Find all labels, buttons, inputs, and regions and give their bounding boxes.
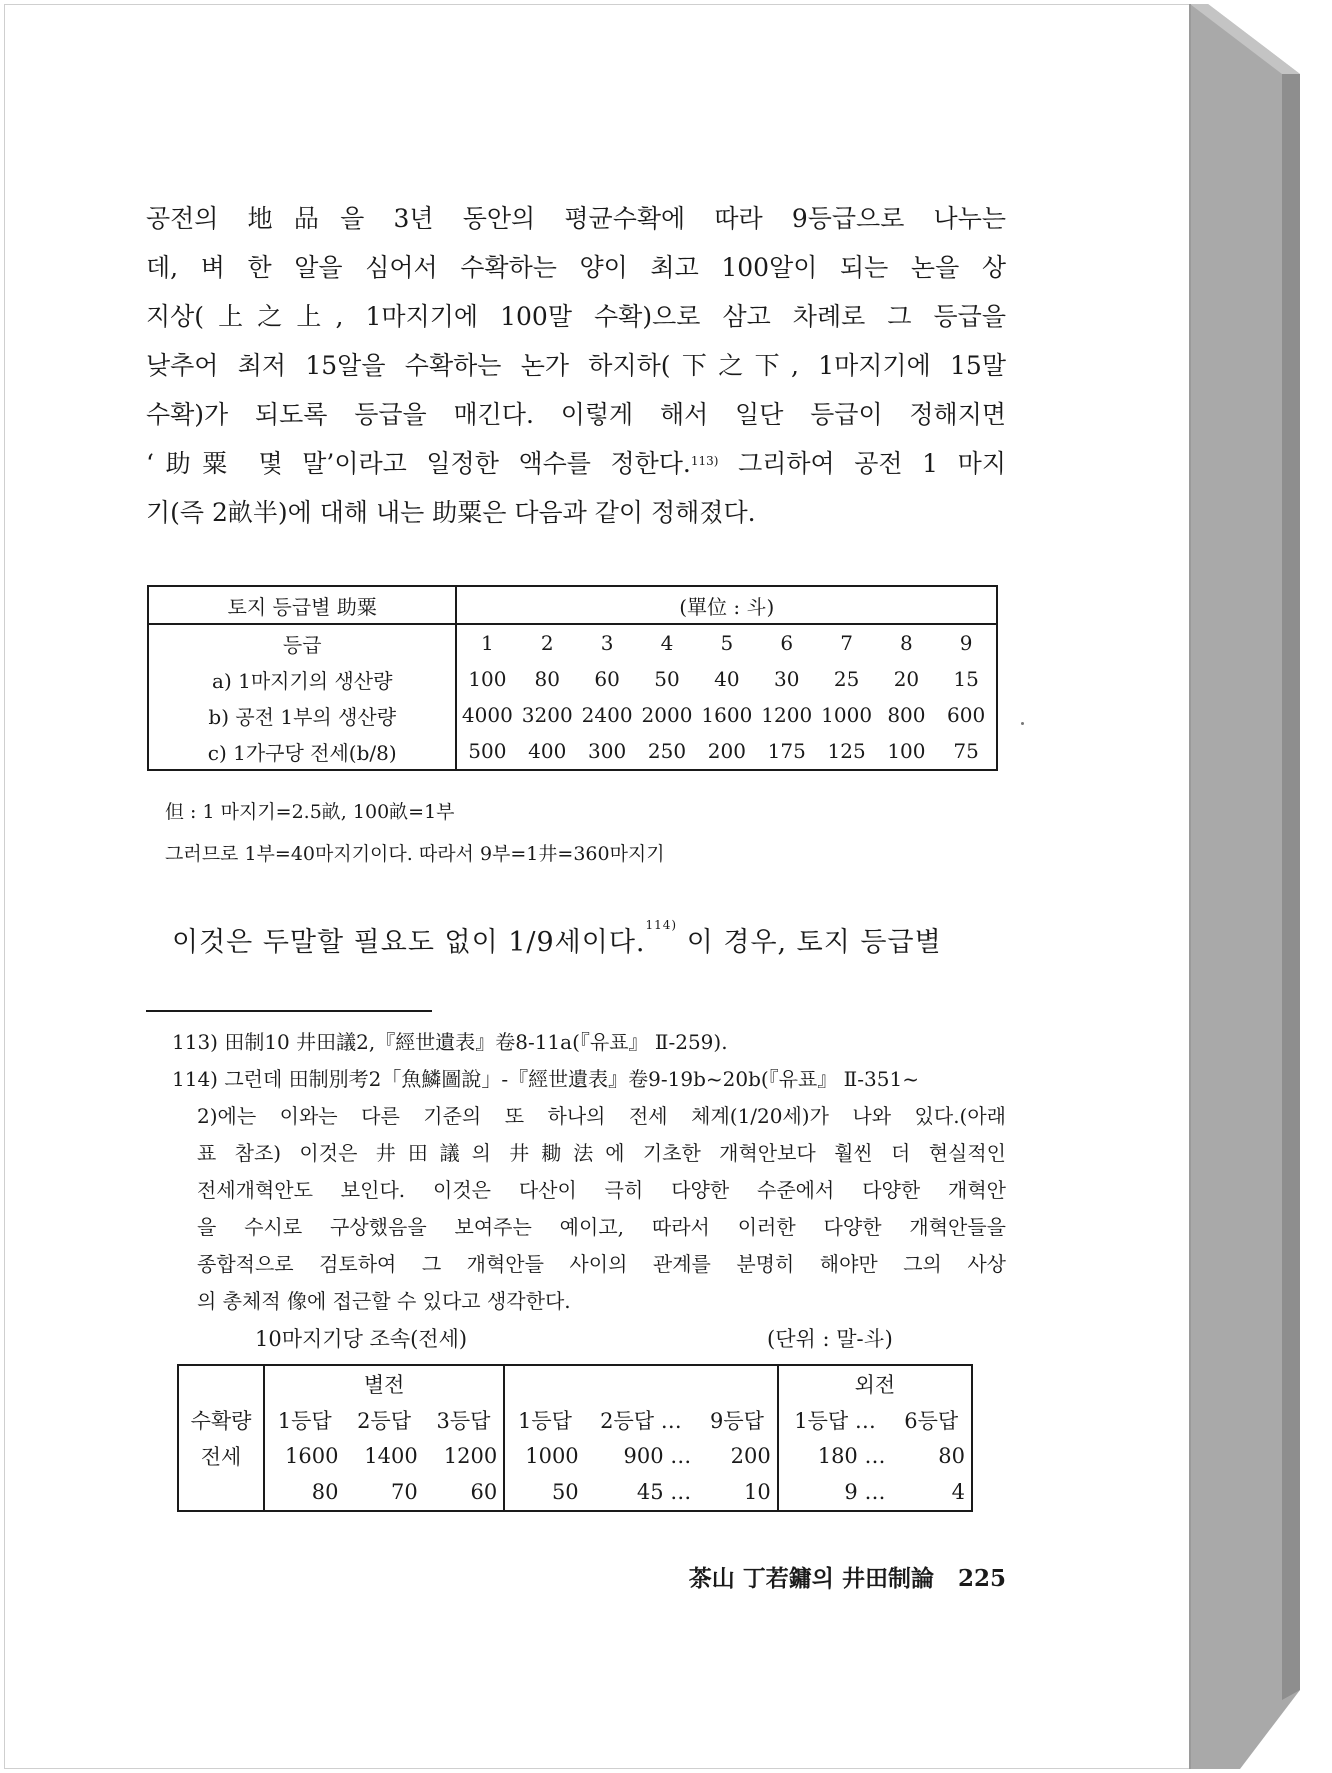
- cell: 1000: [821, 703, 873, 727]
- cell: 3: [600, 631, 614, 655]
- cell: 70: [391, 1480, 418, 1504]
- cell: 25: [833, 667, 860, 691]
- cell: 125: [827, 739, 866, 763]
- cell: 9 …: [778, 1474, 892, 1511]
- cell: 900 …: [623, 1444, 692, 1468]
- cell: 80: [264, 1474, 344, 1511]
- p1-line-4: 낮추어 최저 15알을 수확하는 논가 하지하(下之下, 1마지기에 15말: [146, 351, 1006, 380]
- cell-text: 2등답: [600, 1409, 655, 1433]
- blank-cell: [178, 1365, 264, 1402]
- p1-line-7: 기(즉 2畝半)에 대해 내는 助粟은 다음과 같이 정해졌다.: [146, 498, 756, 527]
- table2-caption: 10마지기당 조속(전세): [255, 1327, 468, 1351]
- cell: 80: [534, 667, 560, 691]
- fn114-line-6: 종합적으로 검토하여 그 개혁안들 사이의 관계를 분명히 해야만 그의 사상: [197, 1252, 1006, 1276]
- cell: 600: [947, 703, 986, 727]
- p1-line-6: [146, 439, 1006, 488]
- paragraph-1: [146, 194, 1006, 537]
- cell: 6등답: [904, 1409, 959, 1433]
- cell: 300: [588, 739, 627, 763]
- cell: 100: [468, 667, 507, 691]
- table-row: [178, 1438, 972, 1474]
- cell: 50: [654, 667, 680, 691]
- table-land-grade-tax: [147, 585, 998, 771]
- cell: 500: [468, 739, 507, 763]
- cell: 20: [893, 667, 920, 691]
- cell: 45 …: [636, 1480, 692, 1504]
- fn114-line-2: 2)에는 이와는 다른 기준의 또 하나의 전세 체계(1/20세)가 나와 있다.(아래: [197, 1104, 1006, 1128]
- row-label: 수확량: [190, 1409, 252, 1433]
- cell: 7: [840, 631, 853, 655]
- cell: 15: [953, 667, 979, 691]
- fn114-line-5: 을 수시로 구상했음을 보여주는 예이고, 따라서 이러한 다양한 개혁안들을: [197, 1215, 1006, 1239]
- cell: 9: [959, 631, 973, 655]
- cell: 10: [743, 1480, 771, 1504]
- table-tax-per-10-majigi: [177, 1364, 973, 1512]
- footnote-114: [172, 1061, 1006, 1320]
- fn114-line-3: 표 참조) 이것은 井田議의 井耡法에 기초한 개혁안보다 훨씬 더 현실적인: [197, 1141, 1006, 1165]
- running-title: 茶山 丁若鏞의 井田制論: [688, 1565, 934, 1592]
- cell: 5: [720, 631, 734, 655]
- cell: 1600: [264, 1438, 344, 1474]
- cell: 50: [504, 1474, 584, 1511]
- cell: 60: [470, 1480, 498, 1504]
- row-label: 전세: [200, 1445, 242, 1469]
- p2-text-a: 이것은 두말할 필요도 없이 1/9세이다.: [172, 927, 646, 958]
- p1-line-6b: 그리하여 공전 1 마지: [718, 449, 1006, 478]
- cell: 6: [780, 631, 794, 655]
- p2-text-b: 이 경우, 토지 등급별: [677, 927, 942, 958]
- cell: 250: [647, 739, 687, 763]
- table1-unit: (單位 : 斗): [456, 586, 997, 624]
- fn114-line-4: 전세개혁안도 보인다. 이것은 다산이 극히 다양한 수준에서 다양한 개혁안: [197, 1178, 1006, 1202]
- page-footer: [689, 1560, 1006, 1593]
- cell: 1200: [761, 703, 813, 727]
- cell: 3200: [521, 703, 573, 727]
- cell: 4000: [461, 703, 513, 727]
- cell: 1등답: [264, 1402, 344, 1438]
- cell: 2400: [581, 703, 633, 727]
- cell: 800: [887, 703, 926, 727]
- cell: 200: [730, 1444, 771, 1468]
- cell: 40: [714, 667, 740, 691]
- cell: 2000: [641, 703, 693, 727]
- table-row: [148, 697, 997, 733]
- cell: 1600: [701, 703, 753, 727]
- cell: 2: [540, 631, 554, 655]
- footnote-rule: [146, 1010, 432, 1012]
- row-label: c) 1가구당 전세(b/8): [148, 733, 456, 770]
- cell: 8: [900, 631, 913, 655]
- table2-unit: (단위 : 말-斗): [767, 1327, 893, 1351]
- cell: 60: [594, 667, 620, 691]
- p1-line-5: 수확)가 되도록 등급을 매긴다. 이렇게 해서 일단 등급이 정해지면: [146, 400, 1006, 429]
- group-byeoljeon: 별전: [264, 1365, 504, 1402]
- ellipsis: …: [660, 1409, 682, 1433]
- table1-note-2: 그러므로 1부=40마지기이다. 따라서 9부=1井=360마지기: [165, 843, 665, 865]
- cell: 1등답: [504, 1402, 584, 1438]
- cell: 30: [774, 667, 800, 691]
- table1-title: 토지 등급별 助粟: [148, 586, 456, 624]
- ellipsis: …: [854, 1409, 876, 1433]
- footnote-113: 113) 田制10 井田議2,『經世遺表』卷8-11a(『유표』 Ⅱ-259).: [172, 1030, 728, 1054]
- table-row: [178, 1402, 972, 1438]
- cell: 2등답: [357, 1409, 412, 1433]
- cell: [585, 1402, 698, 1438]
- cell: 200: [707, 739, 746, 763]
- row-label: 등급: [148, 624, 456, 661]
- blank-cell: [178, 1474, 264, 1511]
- p1-line-1: 공전의 地品을 3년 동안의 평균수확에 따라 9등급으로 나누는: [146, 204, 1006, 233]
- table1-note-1: 但 : 1 마지기=2.5畝, 100畝=1부: [165, 801, 455, 823]
- cell-text: 1등답: [794, 1409, 849, 1433]
- cell: 75: [953, 739, 979, 763]
- table-row: [178, 1474, 972, 1511]
- row-label: a) 1마지기의 생산량: [148, 661, 456, 697]
- fn114-line-7: 의 총체적 像에 접근할 수 있다고 생각한다.: [197, 1289, 571, 1313]
- p1-line-3: 지상(上之上, 1마지기에 100말 수확)으로 삼고 차례로 그 등급을: [146, 302, 1006, 331]
- paragraph-2: [172, 920, 1006, 959]
- row-label: b) 공전 1부의 생산량: [148, 697, 456, 733]
- cell: 1000: [504, 1438, 584, 1474]
- cell: 400: [528, 739, 567, 763]
- table-row: [148, 661, 997, 697]
- fn114-line-1: 114) 그런데 田制別考2「魚鱗圖說」-『經世遺表』卷9-19b~20b(『유표』 Ⅱ-351~: [172, 1067, 919, 1091]
- cell: 4: [951, 1480, 965, 1504]
- page-number: 225: [957, 1565, 1006, 1592]
- cell: 4: [660, 631, 674, 655]
- cell: [778, 1402, 892, 1438]
- cell: 3등답: [436, 1409, 491, 1433]
- p1-line-6a: ‘助粟 몇 말’이라고 일정한 액수를 정한다.: [146, 449, 691, 478]
- table-row: [148, 624, 997, 661]
- cell: 1200: [443, 1444, 498, 1468]
- footnote-ref-113: 113): [690, 454, 719, 468]
- p1-line-2: 데, 벼 한 알을 심어서 수확하는 양이 최고 100알이 되는 논을 상: [146, 253, 1006, 282]
- cell: 175: [767, 739, 806, 763]
- group-oejeon: 외전: [778, 1365, 972, 1402]
- scan-speck: [1021, 722, 1024, 725]
- cell: 1: [481, 631, 494, 655]
- footnote-ref-114: 114): [645, 918, 678, 932]
- cell: 100: [887, 739, 926, 763]
- cell: 80: [938, 1444, 965, 1468]
- table-row: [148, 733, 997, 770]
- cell: 1400: [364, 1444, 418, 1468]
- cell: 9등답: [710, 1409, 764, 1433]
- cell: 180 …: [778, 1438, 892, 1474]
- blank-cell: [504, 1365, 778, 1402]
